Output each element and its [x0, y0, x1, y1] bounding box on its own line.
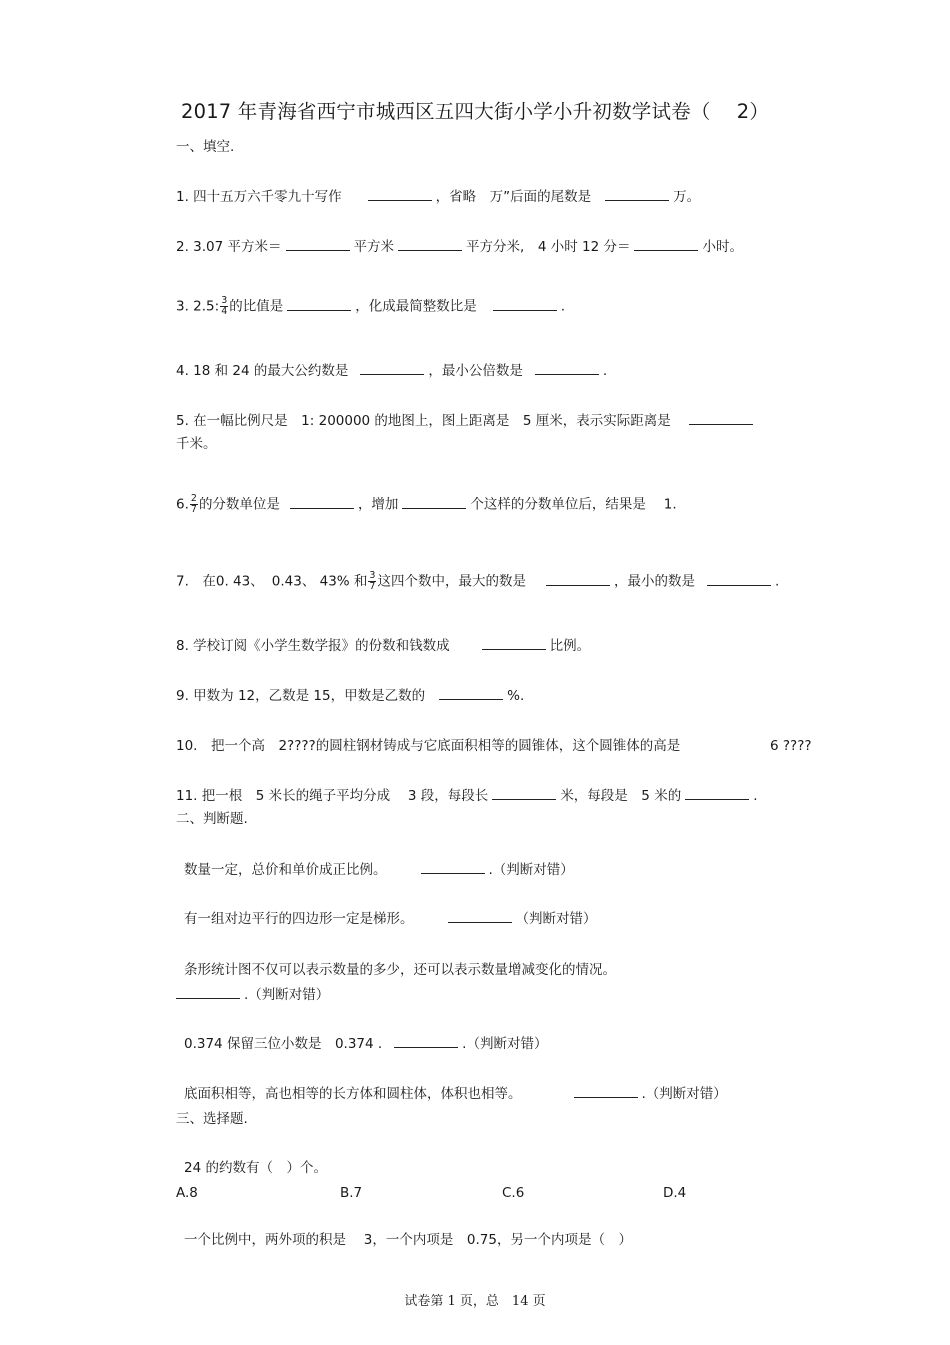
answer-blank[interactable] — [287, 298, 351, 311]
option-b[interactable]: B.7 — [340, 1185, 363, 1201]
option-a[interactable]: A.8 — [176, 1185, 198, 1201]
question-1: 1. 四十五万六千零九十写作 ，省略 万”后面的尾数是 万。 — [176, 189, 701, 205]
answer-blank[interactable] — [493, 298, 557, 311]
question-4: 4. 18 和 24 的最大公约数是 ，最小公倍数是 . — [176, 363, 608, 379]
answer-blank[interactable] — [448, 910, 512, 923]
question-10-tail: 6 ???? — [770, 738, 812, 754]
answer-blank[interactable] — [402, 496, 466, 509]
answer-blank[interactable] — [707, 573, 771, 586]
fraction: $\frac{3}{7}$ — [369, 570, 376, 592]
question-5: 5. 在一幅比例尺是 1: 200000 的地图上，图上距离是 5 厘米，表示实际距离是 — [176, 412, 757, 430]
answer-blank[interactable] — [290, 496, 354, 509]
section-judgement: 二、判断题. — [176, 811, 248, 827]
answer-blank[interactable] — [546, 573, 610, 586]
repeating-decimal: 0. 43 — [215, 573, 251, 590]
answer-blank[interactable] — [492, 787, 556, 800]
answer-blank[interactable] — [634, 238, 698, 251]
question-2: 2. 3.07 平方米＝ 平方米 平方分米, 4 小时 12 分＝ 小时。 — [176, 239, 743, 255]
choice-question-2: 一个比例中，两外项的积是 3，一个内项是 0.75，另一个内项是（ ） — [184, 1232, 632, 1248]
answer-blank[interactable] — [685, 787, 749, 800]
judgement-4: 0.374 保留三位小数是 0.374 . .（判断对错） — [184, 1036, 548, 1052]
question-5-cont: 千米。 — [176, 436, 217, 452]
judgement-3: 条形统计图不仅可以表示数量的多少，还可以表示数量增减变化的情况。 — [184, 962, 616, 978]
question-9: 9. 甲数为 12，乙数是 15，甲数是乙数的 %. — [176, 688, 525, 704]
option-d[interactable]: D.4 — [663, 1185, 687, 1201]
question-7: 7. 在0. 43、 0.43、 43% 和 $\frac{3}{7}$ 这四个数中，最大的数是 ，最小的数是 . — [176, 570, 780, 592]
question-11: 11. 把一根 5 米长的绳子平均分成 3 段，每段长 米，每段是 5 米的 . — [176, 788, 758, 804]
answer-blank[interactable] — [176, 986, 240, 999]
section-fill-blank: 一、填空. — [176, 139, 235, 155]
judgement-5: 底面积相等，高也相等的长方体和圆柱体，体积也相等。 .（判断对错） — [184, 1086, 727, 1102]
page-footer: 试卷第 1 页，总 14 页 — [404, 1294, 546, 1309]
answer-blank[interactable] — [574, 1085, 638, 1098]
answer-blank[interactable] — [605, 188, 669, 201]
answer-blank[interactable] — [360, 362, 424, 375]
section-choice: 三、选择题. — [176, 1111, 248, 1127]
answer-blank[interactable] — [394, 1035, 458, 1048]
choice-question-1: 24 的约数有（ ）个。 — [184, 1160, 327, 1176]
repeating-decimal: 0.43 — [271, 573, 302, 590]
judgement-3-cont: .（判断对错） — [176, 986, 329, 1004]
question-8: 8. 学校订阅《小学生数学报》的份数和钱数成 比例。 — [176, 638, 591, 654]
answer-blank[interactable] — [689, 412, 753, 425]
answer-blank[interactable] — [421, 861, 485, 874]
question-3: 3. 2.5: $\frac{3}{4}$ 的比值是 ，化成最简整数比是 . — [176, 295, 566, 317]
question-10: 10. 把一个高 2????的圆柱钢材铸成与它底面积相等的圆锥体，这个圆锥体的高是 — [176, 738, 681, 754]
exam-title: 2017 年青海省西宁市城西区五四大街小学小升初数学试卷（ 2） — [180, 100, 770, 123]
judgement-2: 有一组对边平行的四边形一定是梯形。 （判断对错） — [184, 911, 597, 927]
answer-blank[interactable] — [398, 238, 462, 251]
fraction: $\frac{2}{7}$ — [190, 493, 197, 515]
question-6: 6. $\frac{2}{7}$ 的分数单位是 ，增加 个这样的分数单位后，结果是 1. — [176, 493, 677, 515]
answer-blank[interactable] — [535, 362, 599, 375]
answer-blank[interactable] — [482, 637, 546, 650]
judgement-1: 数量一定，总价和单价成正比例。 .（判断对错） — [184, 862, 574, 878]
fraction: $\frac{3}{4}$ — [221, 295, 228, 317]
answer-blank[interactable] — [439, 687, 503, 700]
answer-blank[interactable] — [368, 188, 432, 201]
answer-blank[interactable] — [286, 238, 350, 251]
option-c[interactable]: C.6 — [502, 1185, 525, 1201]
